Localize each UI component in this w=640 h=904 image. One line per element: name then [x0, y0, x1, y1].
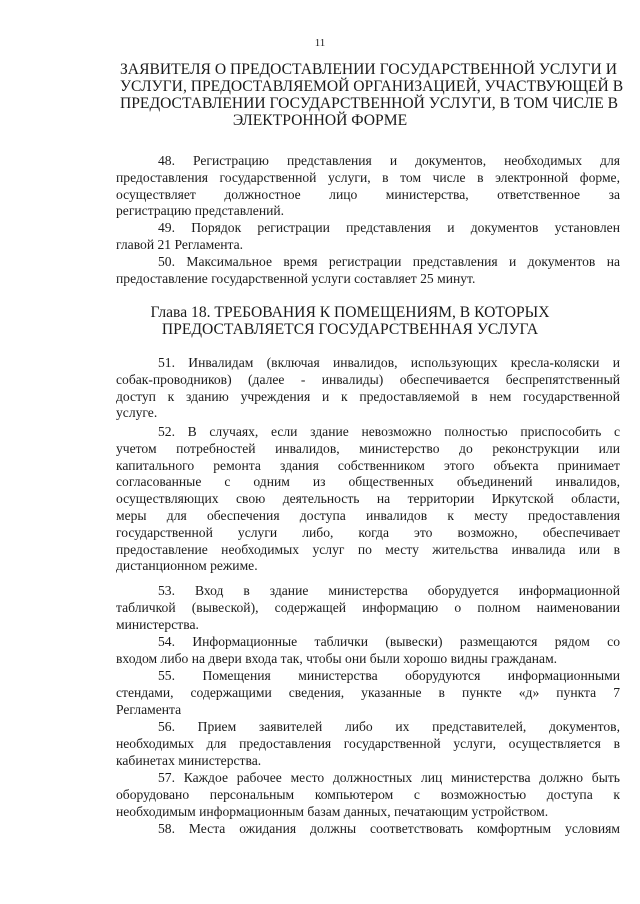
paragraph-line: 57. Каждое рабочее место должностных лиц министерства должно быть: [158, 770, 620, 785]
paragraph-line: 50. Максимальное время регистрации представления и документов на: [158, 254, 620, 269]
paragraph-line: осуществляет должностное лицо министерства, ответственное за: [116, 186, 620, 202]
paragraph-line: предоставление необходимых услуг по месту жительства инвалида или в: [116, 541, 620, 557]
chapter-18-heading: [150, 304, 550, 338]
paragraph-line: 56. Прием заявителей либо их представителей, документов,: [158, 719, 620, 734]
paragraph-line: 55. Помещения министерства оборудуются информационными: [158, 668, 620, 683]
heading-line: ЭЛЕКТРОННОЙ ФОРМЕ: [232, 112, 408, 129]
paragraph-54: [116, 634, 620, 668]
heading-line: ЗАЯВИТЕЛЯ О ПРЕДОСТАВЛЕНИИ ГОСУДАРСТВЕННОЙ УСЛУГИ И: [120, 61, 617, 78]
paragraph-line: собак-проводников) (далее - инвалиды) обеспечивается беспрепятственный: [116, 371, 620, 387]
paragraph-line: дистанционном режиме.: [116, 558, 258, 574]
paragraph-50: [116, 254, 620, 288]
paragraph-49: [116, 220, 620, 254]
paragraph-line: 58. Места ожидания должны соответствовать комфортным условиям: [158, 821, 620, 836]
paragraph-line: 48. Регистрацию представления и документов, необходимых для: [158, 153, 620, 168]
paragraph-line: 51. Инвалидам (включая инвалидов, использующих кресла-коляски и: [158, 355, 620, 370]
paragraph-line: стендами, содержащими сведения, указанные в пункте «д» пункта 7: [116, 684, 620, 700]
heading-line: ПРЕДОСТАВЛЕНИИ ГОСУДАРСТВЕННОЙ УСЛУГИ, В ТОМ ЧИСЛЕ В: [120, 95, 619, 112]
paragraph-line: услуге.: [116, 405, 158, 421]
paragraph-line: 53. Вход в здание министерства оборудуется информационной: [158, 583, 620, 598]
heading-line: Глава 18. ТРЕБОВАНИЯ К ПОМЕЩЕНИЯМ, В КОТОРЫХ: [150, 304, 550, 321]
paragraph-line: 54. Информационные таблички (вывески) размещаются рядом со: [158, 634, 620, 649]
section-heading: [120, 61, 624, 129]
paragraph-line: меры для обеспечения доступа инвалидов к месту предоставления: [116, 507, 620, 523]
paragraph-line: 52. В случаях, если здание невозможно полностью приспособить с: [158, 424, 620, 439]
paragraph-56: [116, 719, 620, 769]
paragraph-line: доступ к зданию учреждения и к предоставляемой в нем государственной: [116, 388, 620, 404]
heading-line: ПРЕДОСТАВЛЯЕТСЯ ГОСУДАРСТВЕННАЯ УСЛУГА: [161, 321, 539, 338]
paragraph-line: кабинетах министерства.: [116, 752, 262, 768]
paragraph-line: необходимых для предоставления государственной услуги, осуществляется в: [116, 735, 620, 751]
paragraph-line: капитального ремонта здания собственником этого объекта принимает: [116, 457, 620, 473]
paragraph-55: [116, 668, 620, 718]
paragraph-line: учетом потребностей инвалидов, министерство до реконструкции или: [116, 440, 620, 456]
paragraph-57: [116, 770, 620, 820]
paragraph-line: согласованные с одним из общественных объединений инвалидов,: [116, 474, 620, 490]
page-number: 11: [314, 37, 326, 49]
paragraph-line: необходимым информационным базам данных, печатающим устройством.: [116, 803, 549, 819]
paragraph-line: главой 21 Регламента.: [116, 236, 244, 252]
paragraph-line: предоставления государственной услуги, в том числе в электронной форме,: [116, 169, 620, 185]
paragraph-line: государственной услуги либо, когда это возможно, обеспечивает: [116, 524, 620, 540]
paragraph-line: Регламента: [116, 701, 182, 717]
paragraph-48: [116, 153, 620, 220]
paragraph-line: регистрацию представлений.: [116, 203, 285, 219]
paragraph-line: осуществляющих свою деятельность на территории Иркутской области,: [116, 491, 620, 507]
heading-line: УСЛУГИ, ПРЕДОСТАВЛЯЕМОЙ ОРГАНИЗАЦИЕЙ, УЧАСТВУЮЩЕЙ В: [120, 78, 624, 95]
paragraph-line: табличкой (вывеской), содержащей информацию о полном наименовании: [116, 599, 620, 615]
paragraph-58: [116, 821, 620, 838]
paragraph-line: предоставление государственной услуги составляет 25 минут.: [116, 270, 476, 286]
paragraph-line: входом либо на двери входа так, чтобы они были хорошо видны гражданам.: [116, 650, 558, 666]
paragraph-line: оборудовано персональным компьютером с возможностью доступа к: [116, 786, 620, 802]
paragraph-51: [116, 355, 620, 422]
paragraph-53: [116, 583, 620, 633]
paragraph-line: 49. Порядок регистрации представления и документов установлен: [158, 220, 620, 235]
paragraph-line: министерства.: [116, 616, 199, 632]
paragraph-52: [116, 424, 620, 575]
